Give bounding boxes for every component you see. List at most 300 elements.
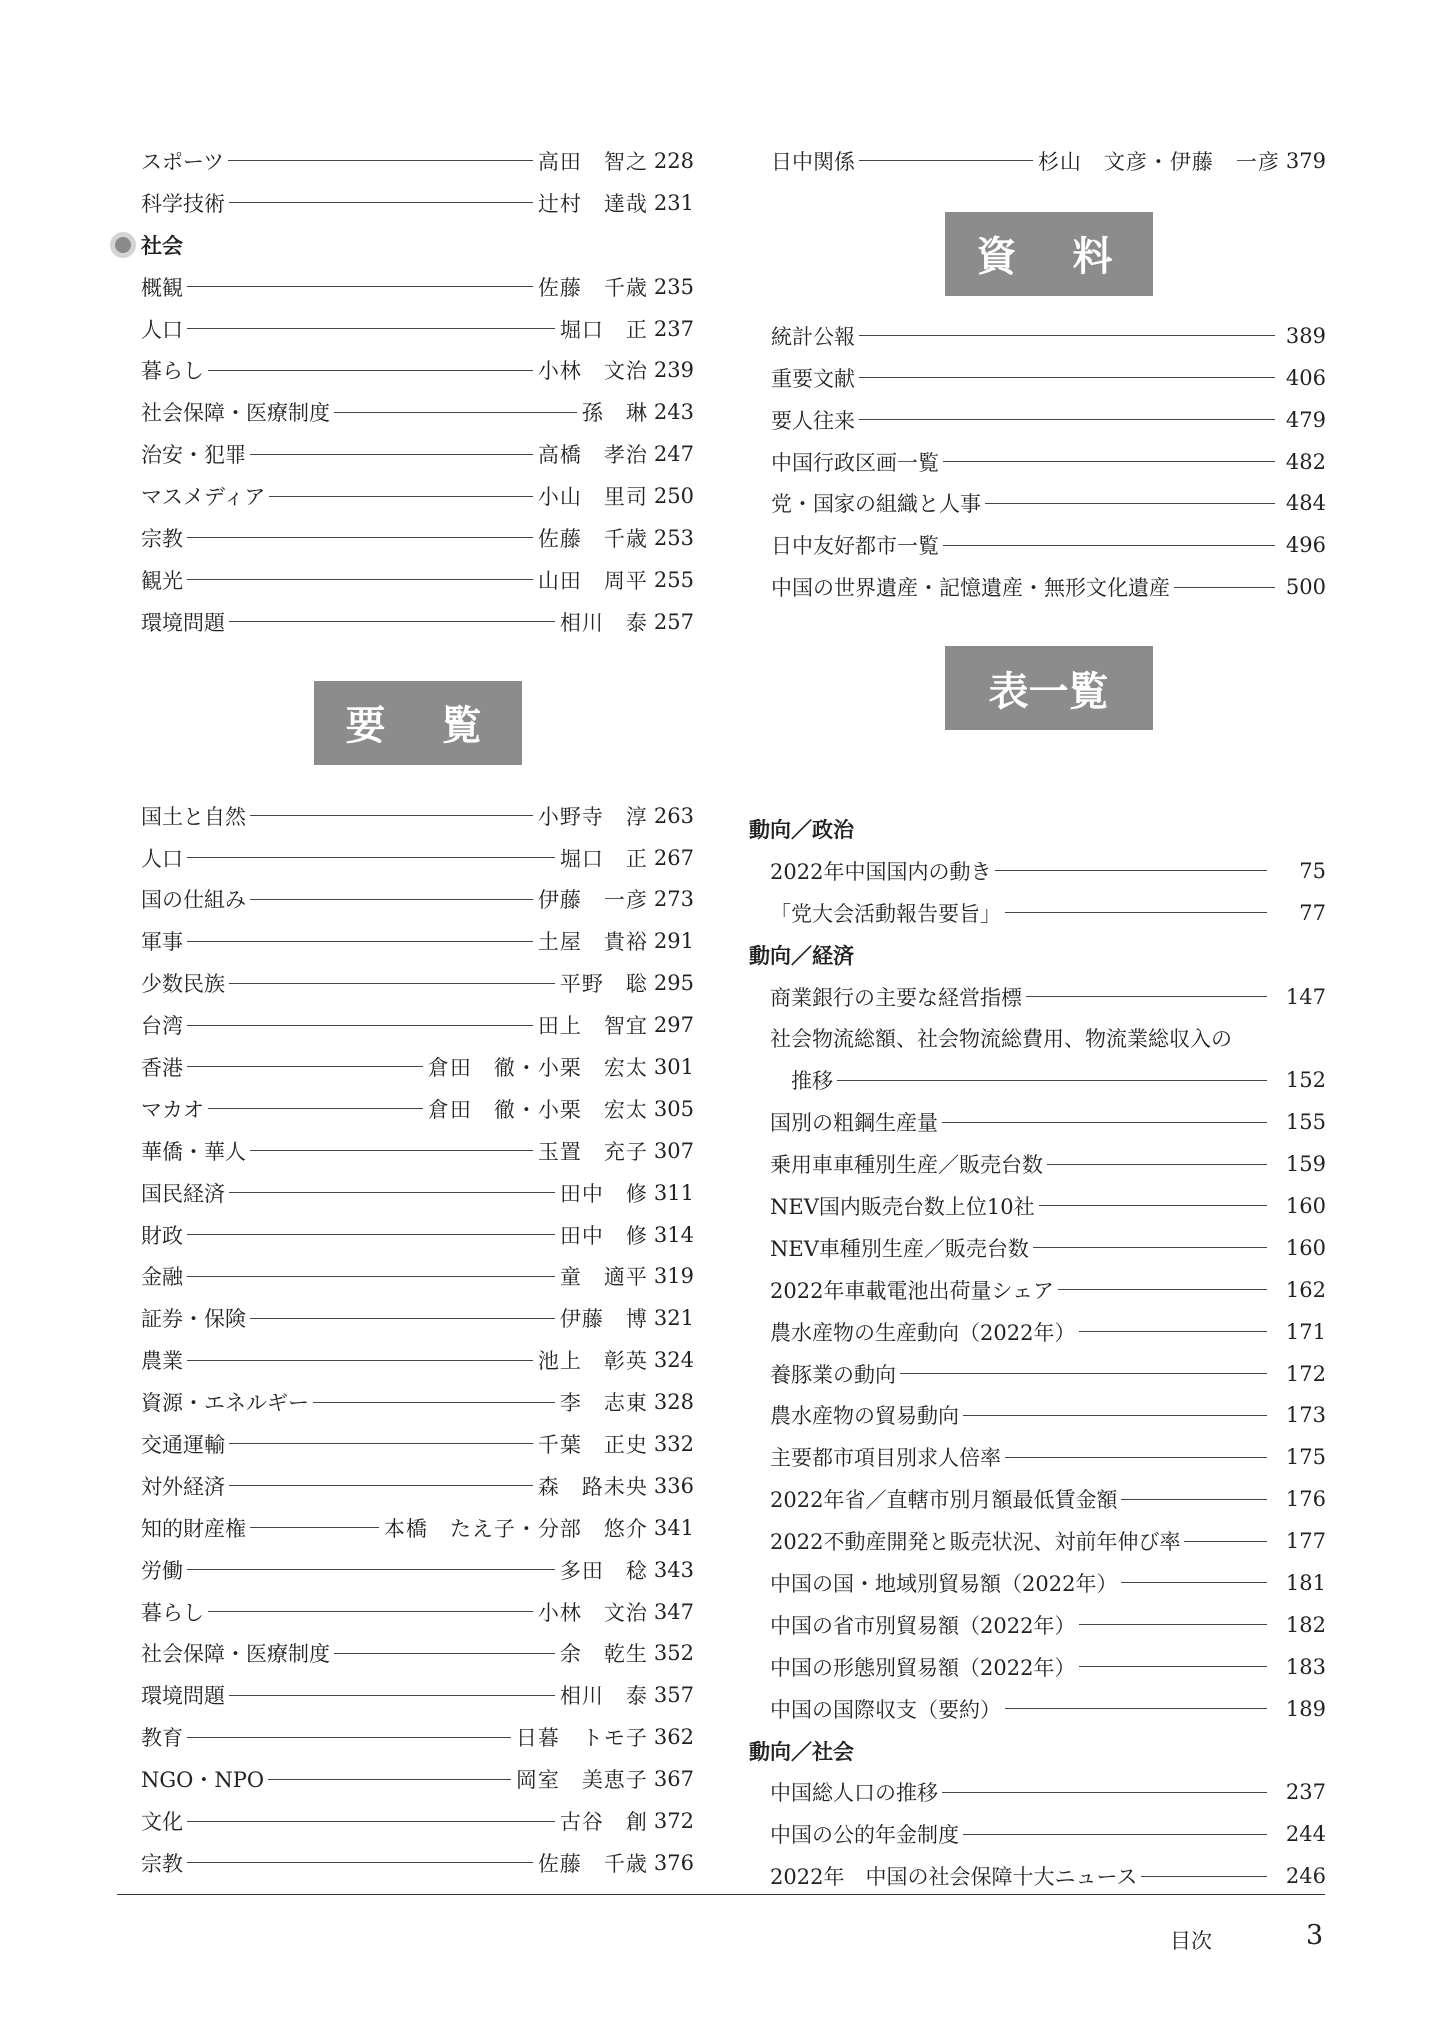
toc-entry[interactable] [141,1758,694,1800]
entry-title: 国別の粗鋼生産量 [770,1111,938,1136]
entry-author: 相川 泰 [559,1684,648,1709]
entry-title: 2022年車載電池出荷量シェア [770,1278,1055,1303]
entry-page: 155 [1285,1110,1326,1135]
entry-page: 332 [653,1431,694,1456]
toc-entry[interactable] [749,1101,1326,1143]
leader-line [187,286,533,287]
entry-page: 307 [653,1138,694,1163]
entry-title: 党・国家の組織と人事 [771,492,981,517]
page-number: 3 [1306,1920,1324,1951]
footer-divider [117,1894,1325,1895]
toc-entry[interactable] [771,524,1326,566]
entry-page: 235 [653,274,694,299]
entry-author: 杉山 文彦・伊藤 一彦 [1037,149,1280,174]
entry-title: 2022年中国国内の動き [770,859,992,884]
leader-line [942,1122,1267,1123]
section-heading-label: 社会 [141,232,183,258]
leader-line [187,1276,555,1277]
entry-page: 496 [1285,533,1326,558]
toc-entry[interactable] [141,1004,694,1046]
toc-entry[interactable] [141,391,694,433]
entry-page: 247 [653,442,694,467]
section-banner-shiryo: 資 料 [945,212,1153,296]
entry-title: 中国の国・地域別貿易額（2022年） [770,1571,1118,1596]
entry-title: マカオ [141,1097,204,1122]
toc-entry[interactable] [141,878,694,920]
leader-line [187,1360,533,1361]
leader-line [1033,1247,1267,1248]
entry-page: 162 [1285,1277,1326,1302]
toc-entry[interactable] [749,1017,1326,1059]
entry-author: 田中 修 [559,1181,648,1206]
leader-line [334,1653,555,1654]
toc-entry[interactable] [749,1604,1326,1646]
leader-line [985,503,1275,504]
toc-entry[interactable] [141,1046,694,1088]
entry-author: 千葉 正史 [537,1432,648,1457]
leader-line [1079,1666,1267,1667]
leader-line [942,1792,1267,1793]
leader-line [943,461,1275,462]
toc-entry[interactable] [141,1172,694,1214]
entry-title: NEV国内販売台数上位10社 [770,1194,1035,1219]
toc-entry[interactable] [749,1562,1326,1604]
leader-line [208,1108,423,1109]
entry-title: 農業 [141,1349,183,1374]
leader-line [1058,1289,1267,1290]
entry-author: 辻村 達哉 [537,191,648,216]
leader-line [1121,1582,1267,1583]
toc-entry[interactable] [141,1507,694,1549]
entry-page: 183 [1285,1654,1326,1679]
toc-entry[interactable] [749,1436,1326,1478]
entry-author: 佐藤 千歳 [537,275,648,300]
toc-entry[interactable] [141,517,694,559]
toc-entry[interactable] [749,1311,1326,1353]
entry-page: 362 [653,1725,694,1750]
entry-title: 統計公報 [771,324,855,349]
toc-entry[interactable] [749,1353,1326,1395]
leader-line [229,621,555,622]
entry-page: 336 [653,1473,694,1498]
entry-title: 国土と自然 [141,804,246,829]
toc-entry[interactable] [141,1591,694,1633]
entry-title: 社会物流総額、社会物流総費用、物流業総収入の [770,1027,1232,1052]
toc-entry[interactable] [141,266,694,308]
entry-page: 228 [653,148,694,173]
leader-line [859,160,1033,161]
entry-title: 治安・犯罪 [141,443,246,468]
leader-line [228,160,533,161]
entry-page: 173 [1285,1403,1326,1428]
entry-author: 小林 文治 [537,1600,648,1625]
entry-author: 日暮 トモ子 [515,1726,648,1751]
toc-entry[interactable] [141,349,694,391]
entry-title: マスメディア [141,485,266,510]
leader-line [250,899,533,900]
leader-line [229,1485,533,1486]
toc-entry[interactable] [771,399,1326,441]
entry-title: 対外経済 [141,1474,225,1499]
entry-page: 75 [1299,858,1326,883]
entry-page: 176 [1285,1487,1326,1512]
leader-line [229,1192,555,1193]
toc-entry[interactable] [141,140,694,182]
leader-line [1141,1876,1267,1877]
leader-line [1005,1708,1267,1709]
entry-title: 知的財産権 [141,1516,246,1541]
leader-line [859,419,1275,420]
toc-entry[interactable] [749,1855,1326,1897]
leader-line [187,1862,533,1863]
leader-line [1121,1499,1267,1500]
toc-entry[interactable] [749,1185,1326,1227]
entry-page: 305 [653,1096,694,1121]
leader-line [187,1737,511,1738]
entry-page: 250 [653,484,694,509]
entry-author: 田中 修 [559,1223,648,1248]
entry-title: 日中関係 [771,149,855,174]
toc-entry[interactable] [771,482,1326,524]
leader-line [250,815,533,816]
entry-title: 社会保障・医療制度 [141,401,330,426]
entry-page: 314 [653,1222,694,1247]
entry-page: 301 [653,1054,694,1079]
entry-title: 推移 [791,1069,833,1094]
entry-author: 堀口 正 [559,846,648,871]
entry-title: 軍事 [141,930,183,955]
leader-line [1026,996,1267,997]
toc-entry[interactable] [771,140,1326,182]
leader-line [1039,1205,1267,1206]
entry-title: 重要文献 [771,366,855,391]
entry-page: 160 [1285,1235,1326,1260]
entry-page: 379 [1285,148,1326,173]
entry-author: 玉置 充子 [537,1139,648,1164]
entry-title: 資源・エネルギー [141,1391,309,1416]
leader-line [995,870,1267,871]
entry-author: 小野寺 淳 [537,804,648,829]
entry-page: 246 [1285,1864,1326,1889]
entry-title: 主要都市項目別求人倍率 [770,1446,1001,1471]
toc-entry[interactable] [141,1255,694,1297]
entry-page: 352 [653,1641,694,1666]
entry-page: 406 [1285,365,1326,390]
entry-page: 159 [1285,1152,1326,1177]
leader-line [229,202,533,203]
section-heading-politics: 動向／政治 [749,816,854,842]
entry-author: 本橋 たえ子・分部 悠介 [383,1516,648,1541]
section-heading-economy: 動向／経済 [749,942,854,968]
toc-entry[interactable] [141,308,694,350]
bullet-circle-icon [110,232,136,258]
entry-title: 国民経済 [141,1181,225,1206]
entry-title: 養豚業の動向 [770,1362,896,1387]
entry-title: 環境問題 [141,1684,225,1709]
entry-title: 華僑・華人 [141,1139,246,1164]
entry-title: NGO・NPO [141,1768,265,1793]
entry-author: 高田 智之 [537,149,648,174]
leader-line [943,545,1275,546]
entry-title: 宗教 [141,1851,183,1876]
toc-entry[interactable] [749,1688,1326,1730]
entry-page: 255 [653,567,694,592]
entry-title: 観光 [141,568,183,593]
toc-entry[interactable] [141,1297,694,1339]
leader-line [229,1443,533,1444]
entry-title: 2022年 中国の社会保障十大ニュース [770,1865,1138,1890]
entry-title: 商業銀行の主要な経営指標 [770,985,1022,1010]
leader-line [963,1834,1267,1835]
right-column [771,140,1326,760]
entry-author: 土屋 貴裕 [537,930,648,955]
leader-line [187,1821,555,1822]
entry-page: 147 [1285,984,1326,1009]
entry-title: 証券・保険 [141,1307,246,1332]
toc-entry[interactable] [141,1465,694,1507]
entry-title: 人口 [141,317,183,342]
entry-title: 労働 [141,1558,183,1583]
toc-entry[interactable] [141,1674,694,1716]
entry-author: 田上 智宜 [537,1014,648,1039]
entry-title: 「党大会活動報告要旨」 [770,901,1001,926]
toc-entry[interactable] [749,976,1326,1018]
entry-page: 367 [653,1767,694,1792]
entry-author: 李 志東 [559,1391,648,1416]
entry-page: 177 [1285,1529,1326,1554]
entry-author: 小林 文治 [537,359,648,384]
toc-entry[interactable] [749,1059,1326,1101]
toc-entry[interactable] [771,566,1326,608]
toc-entry[interactable] [141,1339,694,1381]
leader-line [250,1150,533,1151]
leader-line [250,1527,379,1528]
leader-line [1005,1457,1267,1458]
entry-title: 概観 [141,275,183,300]
leader-line [1005,912,1267,913]
leader-line [269,496,533,497]
entry-author: 相川 泰 [559,610,648,635]
entry-page: 297 [653,1013,694,1038]
section-banner-hyo: 表一覧 [945,646,1153,730]
entry-author: 堀口 正 [559,317,648,342]
entry-title: 暮らし [141,1600,204,1625]
entry-page: 263 [653,803,694,828]
toc-entry[interactable] [749,1813,1326,1855]
toc-entry[interactable] [771,357,1326,399]
toc-entry[interactable] [141,1800,694,1842]
toc-entry[interactable] [141,1130,694,1172]
toc-entry[interactable] [141,559,694,601]
leader-line [187,1025,533,1026]
toc-entry[interactable] [141,962,694,1004]
toc-entry[interactable] [141,601,694,643]
entry-title: 金融 [141,1265,183,1290]
toc-entry[interactable] [749,1143,1326,1185]
entry-author: 岡室 美恵子 [515,1768,648,1793]
entry-title: 日中友好都市一覧 [771,534,939,559]
entry-page: 324 [653,1348,694,1373]
entry-page: 479 [1285,407,1326,432]
entry-page: 357 [653,1683,694,1708]
toc-entry[interactable] [141,837,694,879]
entry-title: 社会保障・医療制度 [141,1642,330,1667]
entry-title: NEV車種別生産／販売台数 [770,1236,1029,1261]
entry-author: 高橋 孝治 [537,443,648,468]
leader-line [250,1318,555,1319]
entry-page: 343 [653,1557,694,1582]
entry-title: 台湾 [141,1014,183,1039]
entry-title: 中国の形態別貿易額（2022年） [770,1655,1076,1680]
entry-author: 多田 稔 [559,1558,648,1583]
entry-author: 佐藤 千歳 [537,526,648,551]
leader-line [187,1066,423,1067]
section-banner-yoran: 要 覧 [314,681,522,765]
entry-page: 273 [653,887,694,912]
entry-author: 森 路未央 [537,1474,648,1499]
toc-entry[interactable] [749,1646,1326,1688]
leader-line [208,1611,533,1612]
entry-title: スポーツ [141,149,225,174]
entry-author: 古谷 創 [559,1810,648,1834]
toc-entry[interactable] [141,1633,694,1675]
entry-author: 山田 周平 [537,568,648,593]
leader-line [187,328,555,329]
entry-page: 257 [653,609,694,634]
entry-page: 376 [653,1850,694,1875]
toc-entry[interactable] [141,1088,694,1130]
entry-title: 財政 [141,1223,183,1248]
toc-entry[interactable] [141,795,694,837]
entry-title: 科学技術 [141,191,225,216]
leader-line [313,1402,555,1403]
entry-page: 319 [653,1264,694,1289]
entry-page: 347 [653,1599,694,1624]
table-list [749,808,1326,1897]
leader-line [334,412,577,413]
entry-page: 182 [1285,1612,1326,1637]
leader-line [859,377,1275,378]
entry-author: 小山 里司 [537,485,648,510]
entry-page: 295 [653,971,694,996]
entry-page: 389 [1285,323,1326,348]
toc-entry[interactable] [141,1549,694,1591]
toc-entry[interactable] [771,441,1326,483]
entry-page: 482 [1285,449,1326,474]
entry-page: 311 [653,1180,694,1205]
toc-entry[interactable] [141,1423,694,1465]
entry-page: 372 [653,1809,694,1833]
entry-page: 160 [1285,1193,1326,1218]
toc-entry[interactable] [141,1842,694,1884]
leader-line [187,579,533,580]
toc-entry[interactable] [141,1381,694,1423]
entry-author: 佐藤 千歳 [537,1851,648,1876]
entry-page: 171 [1285,1319,1326,1344]
toc-entry[interactable] [749,892,1326,934]
leader-line [859,335,1275,336]
entry-page: 341 [653,1515,694,1540]
toc-entry[interactable] [749,850,1326,892]
leader-line [187,537,533,538]
entry-author: 伊藤 一彦 [537,888,648,913]
entry-title: 交通運輸 [141,1432,225,1457]
leader-line [208,370,533,371]
toc-entry[interactable] [141,920,694,962]
leader-line [900,1373,1267,1374]
entry-page: 237 [1285,1780,1326,1805]
entry-page: 244 [1285,1822,1326,1847]
entry-title: 国の仕組み [141,888,246,913]
toc-entry[interactable] [141,433,694,475]
toc-entry[interactable] [749,1269,1326,1311]
entry-author: 倉田 徹・小栗 宏太 [427,1097,648,1122]
leader-line [963,1415,1267,1416]
entry-title: 宗教 [141,526,183,551]
entry-title: 文化 [141,1810,183,1834]
toc-entry[interactable] [749,1771,1326,1813]
leader-line [250,454,533,455]
entry-page: 239 [653,358,694,383]
leader-line [229,1695,555,1696]
entry-author: 伊藤 博 [559,1307,648,1332]
entry-page: 243 [653,400,694,425]
toc-entry[interactable] [141,475,694,517]
entry-title: 教育 [141,1726,183,1751]
entry-title: 中国の公的年金制度 [770,1823,959,1848]
entry-page: 189 [1285,1696,1326,1721]
entry-title: 人口 [141,846,183,871]
section-heading-society [141,224,694,266]
entry-page: 172 [1285,1361,1326,1386]
entry-page: 484 [1285,491,1326,516]
entry-page: 237 [653,316,694,341]
entry-page: 267 [653,845,694,870]
left-column [141,140,694,1884]
entry-title: 要人往来 [771,408,855,433]
entry-title: 乗用車車種別生産／販売台数 [770,1153,1043,1178]
entry-title: 香港 [141,1055,183,1080]
leader-line [1047,1164,1267,1165]
leader-line [229,983,555,984]
section-heading-society: 動向／社会 [749,1738,854,1764]
leader-line [187,857,555,858]
entry-title: 暮らし [141,359,204,384]
toc-entry[interactable] [749,1227,1326,1269]
toc-entry[interactable] [141,1716,694,1758]
toc-entry[interactable] [771,315,1326,357]
entry-title: 中国総人口の推移 [770,1781,938,1806]
toc-entry[interactable] [749,1478,1326,1520]
toc-entry[interactable] [141,1214,694,1256]
toc-entry[interactable] [141,182,694,224]
entry-author: 余 乾生 [559,1642,648,1667]
entry-title: 農水産物の生産動向（2022年） [770,1320,1076,1345]
entry-author: 平野 聡 [559,972,648,997]
leader-line [837,1080,1267,1081]
toc-entry[interactable] [749,1394,1326,1436]
entry-author: 童 適平 [559,1265,648,1290]
leader-line [1184,1541,1267,1542]
toc-entry[interactable] [749,1520,1326,1562]
entry-page: 181 [1285,1570,1326,1595]
entry-author: 倉田 徹・小栗 宏太 [427,1055,648,1080]
entry-page: 175 [1285,1445,1326,1470]
leader-line [187,1569,555,1570]
entry-title: 2022年省／直轄市別月額最低賃金額 [770,1488,1118,1513]
entry-page: 152 [1285,1068,1326,1093]
entry-title: 中国の国際収支（要約） [770,1697,1001,1722]
